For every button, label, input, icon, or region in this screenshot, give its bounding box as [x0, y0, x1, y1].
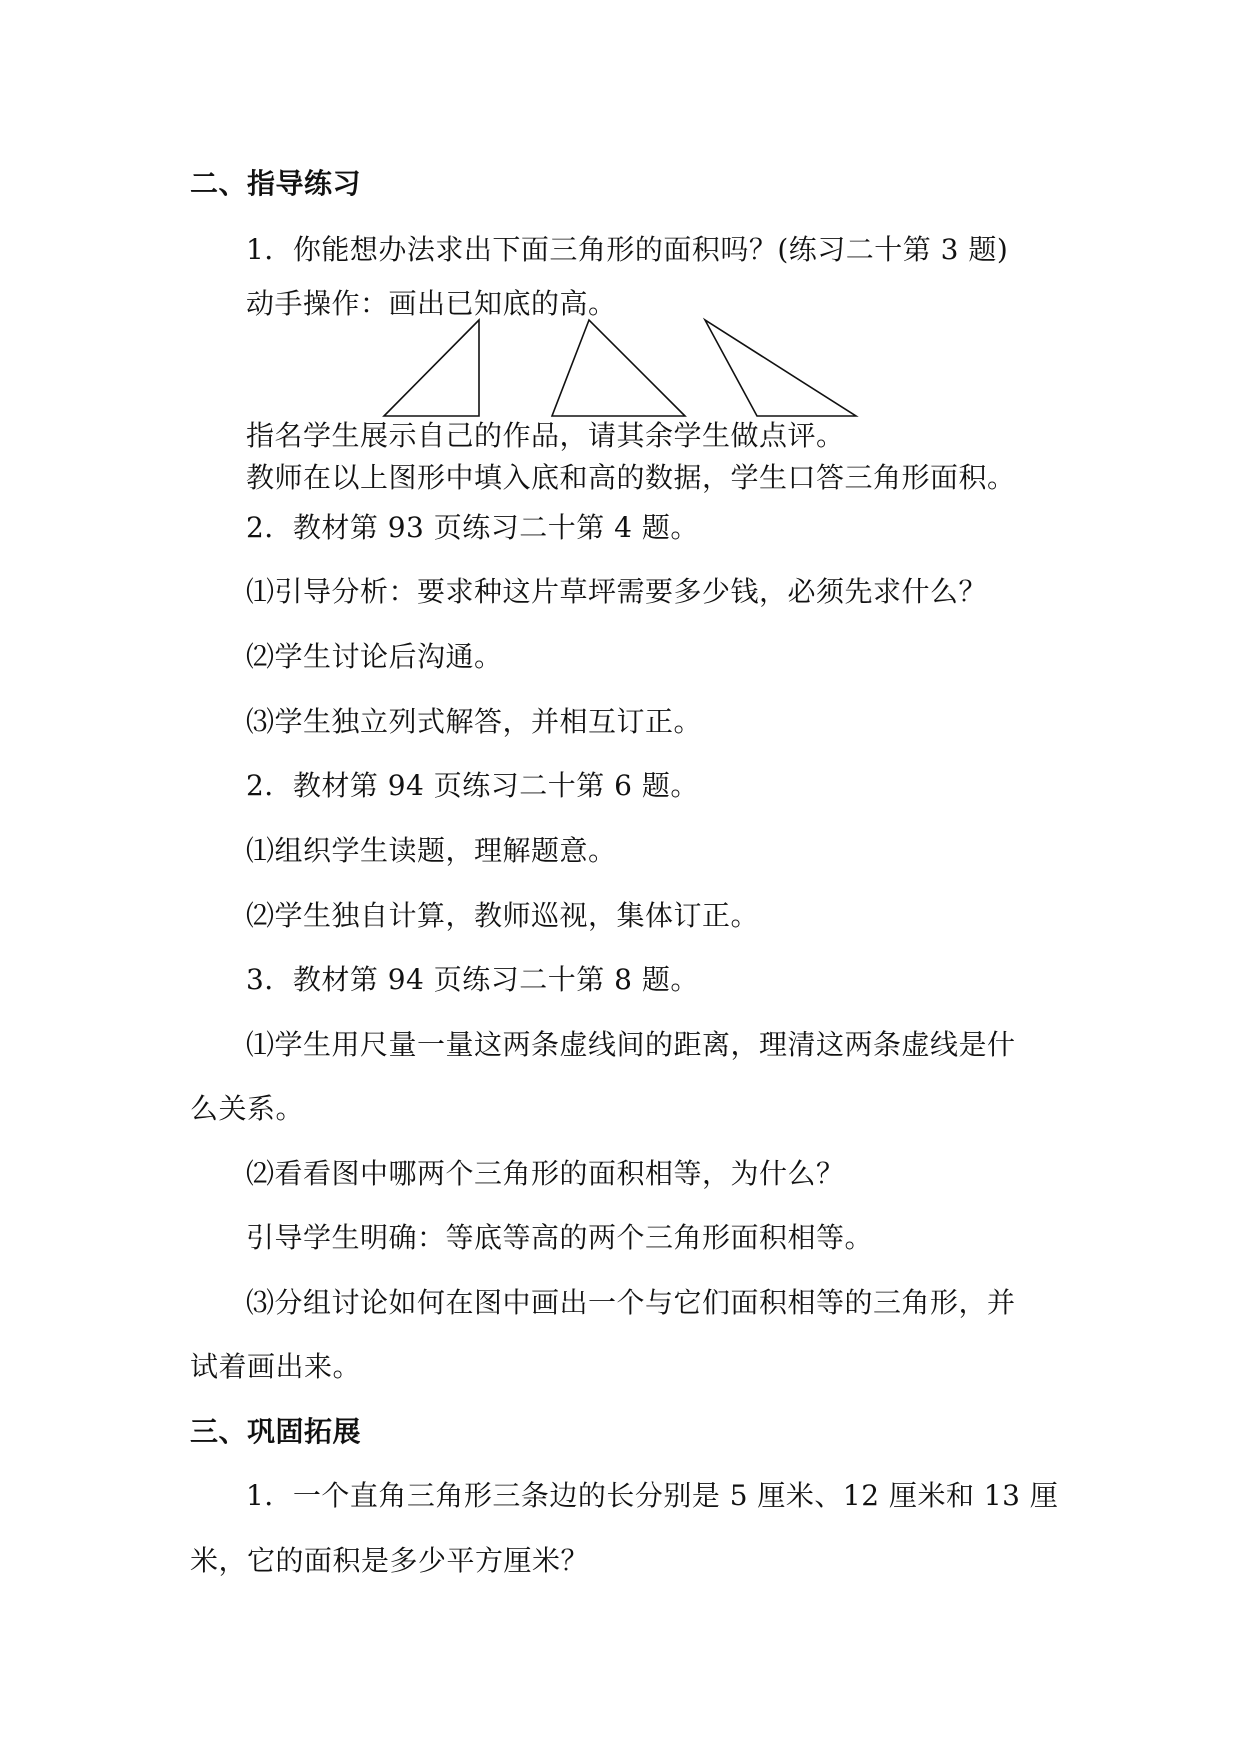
question-4-step-3: ⑶分组讨论如何在图中画出一个与它们面积相等的三角形，并 — [246, 1286, 1016, 1319]
section-3-question-1-continued: 米，它的面积是多少平方厘米？ — [190, 1544, 590, 1577]
section-2-heading: 二、指导练习 — [190, 167, 362, 200]
question-3-step-1: ⑴组织学生读题，理解题意。 — [246, 834, 617, 867]
section-3-question-1: 1．一个直角三角形三条边的长分别是 5 厘米、12 厘米和 13 厘 — [246, 1479, 1059, 1512]
acute-triangle — [552, 320, 685, 416]
question-4-step-3-continued: 试着画出来。 — [190, 1350, 362, 1383]
question-1-teacher: 教师在以上图形中填入底和高的数据，学生口答三角形面积。 — [246, 461, 1016, 494]
question-2-step-1: ⑴引导分析：要求种这片草坪需要多少钱，必须先求什么？ — [246, 575, 988, 608]
question-4-step-1: ⑴学生用尺量一量这两条虚线间的距离，理清这两条虚线是什 — [246, 1028, 1016, 1061]
question-1: 1．你能想办法求出下面三角形的面积吗？(练习二十第 3 题) — [246, 233, 1009, 266]
question-3: 2．教材第 94 页练习二十第 6 题。 — [246, 769, 699, 802]
question-1-present: 指名学生展示自己的作品，请其余学生做点评。 — [246, 419, 845, 452]
obtuse-triangle — [705, 320, 856, 416]
question-4-step-1-continued: 么关系。 — [190, 1092, 305, 1125]
right-triangle — [384, 320, 479, 416]
question-4: 3．教材第 94 页练习二十第 8 题。 — [246, 963, 699, 996]
question-2-step-3: ⑶学生独立列式解答，并相互订正。 — [246, 705, 703, 738]
question-2-step-2: ⑵学生讨论后沟通。 — [246, 640, 503, 673]
question-4-step-2: ⑵看看图中哪两个三角形的面积相等，为什么？ — [246, 1157, 845, 1190]
section-3-heading: 三、巩固拓展 — [190, 1415, 362, 1448]
question-1-action: 动手操作：画出已知底的高。 — [246, 287, 617, 320]
question-4-conclusion: 引导学生明确：等底等高的两个三角形面积相等。 — [246, 1221, 874, 1254]
question-3-step-2: ⑵学生独自计算，教师巡视，集体订正。 — [246, 899, 760, 932]
question-2: 2．教材第 93 页练习二十第 4 题。 — [246, 511, 699, 544]
